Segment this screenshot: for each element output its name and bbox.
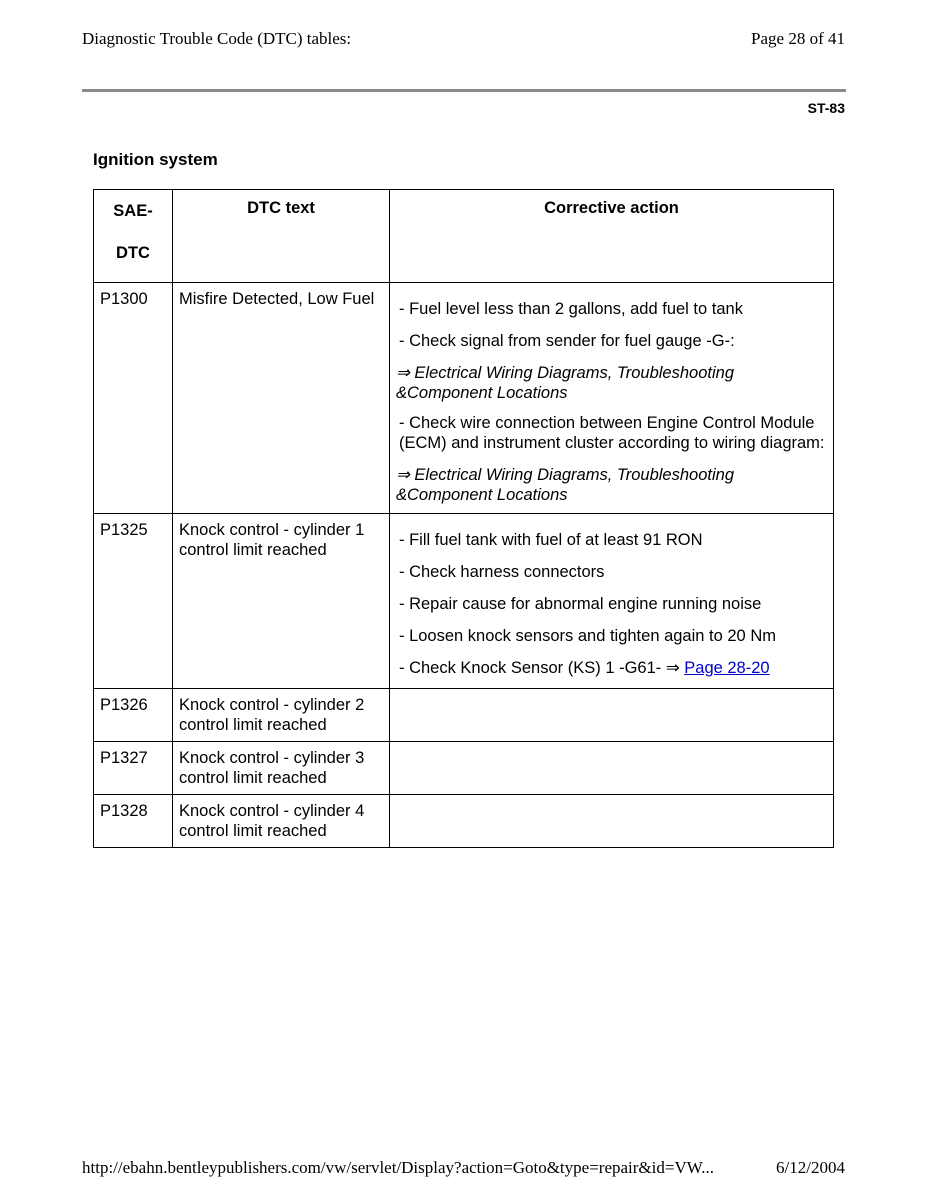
wiring-diagram-reference: ⇒ Electrical Wiring Diagrams, Troubleshooting &Component Locations [396,364,734,402]
section-code: ST-83 [807,100,845,116]
action-item: - Fuel level less than 2 gallons, add fuel to tank [399,300,743,318]
dtc-text: Knock control - cylinder 3 control limit reached [173,742,390,795]
footer-date: 6/12/2004 [776,1158,845,1177]
table-header-row [94,190,834,283]
action-item-text: - Check Knock Sensor (KS) 1 -G61- ⇒ [399,659,680,677]
action-item: - Fill fuel tank with fuel of at least 91 RON [399,531,703,549]
document-header-title: Diagnostic Trouble Code (DTC) tables: [82,29,352,48]
dtc-code: P1300 [94,283,173,514]
action-item: - Check harness connectors [399,563,605,581]
corrective-action-cell-empty [390,742,834,795]
section-title: Ignition system [93,150,218,169]
dtc-text: Knock control - cylinder 2 control limit reached [173,689,390,742]
action-item: - Check wire connection between Engine Control Module (ECM) and instrument cluster according to wiring diagram: [399,414,825,452]
column-header-sae: SAE- [113,202,153,220]
corrective-action-cell [390,514,834,689]
action-item: - Check signal from sender for fuel gauge -G-: [399,332,735,350]
action-item: - Repair cause for abnormal engine running noise [399,595,762,613]
corrective-action-cell-empty [390,795,834,848]
table-row [94,514,834,689]
column-header-sae-dtc [94,190,173,283]
column-header-dtc: DTC [116,244,150,262]
dtc-text: Knock control - cylinder 1 control limit reached [173,514,390,689]
table-row [94,283,834,514]
column-header-corrective-action: Corrective action [390,190,834,283]
action-item-with-link [399,658,827,678]
dtc-table [93,189,834,848]
dtc-code: P1327 [94,742,173,795]
header-divider [82,89,846,92]
table-row [94,795,834,848]
action-item: - Loosen knock sensors and tighten again to 20 Nm [399,627,776,645]
corrective-action-cell-empty [390,689,834,742]
dtc-text: Knock control - cylinder 4 control limit reached [173,795,390,848]
table-row [94,742,834,795]
dtc-text: Misfire Detected, Low Fuel [173,283,390,514]
page-number: Page 28 of 41 [751,29,845,48]
column-header-dtc-text: DTC text [173,190,390,283]
dtc-code: P1328 [94,795,173,848]
table-row [94,689,834,742]
dtc-code: P1326 [94,689,173,742]
footer-url: http://ebahn.bentleypublishers.com/vw/servlet/Display?action=Goto&type=repair&id=VW... [82,1158,714,1177]
page-reference-link[interactable]: Page 28-20 [684,659,770,677]
wiring-diagram-reference: ⇒ Electrical Wiring Diagrams, Troubleshooting &Component Locations [396,466,734,504]
dtc-code: P1325 [94,514,173,689]
corrective-action-cell [390,283,834,514]
